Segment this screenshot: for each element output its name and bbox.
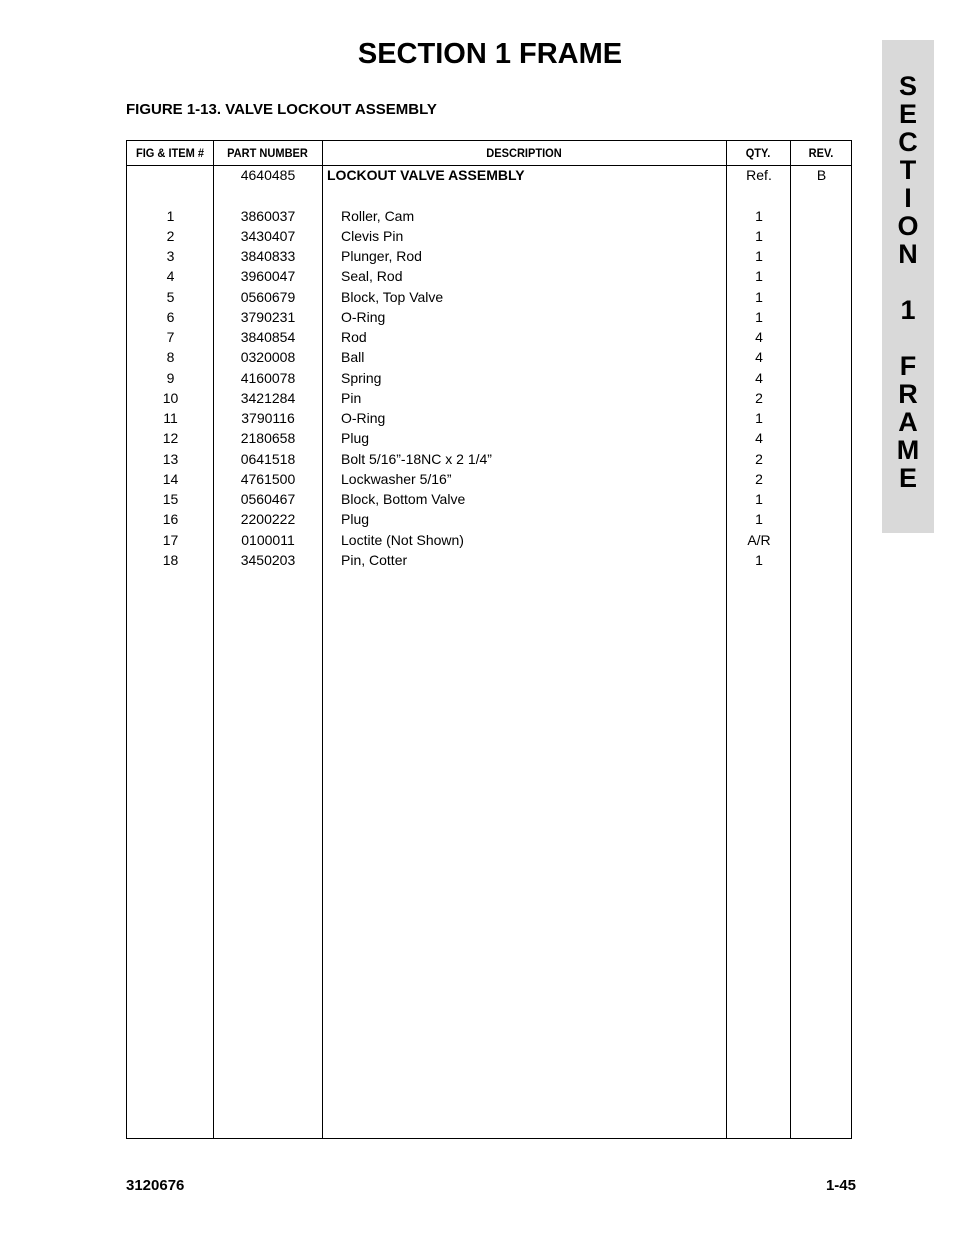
side-tab-letters (882, 72, 934, 492)
item-number: 5 (166, 288, 175, 305)
side-tab-letter: R (898, 379, 918, 409)
quantity: 2 (755, 389, 763, 406)
part-number: 4640485 (240, 167, 296, 183)
quantity: 2 (755, 450, 763, 467)
part-number: 3450203 (240, 551, 296, 568)
quantity: 1 (755, 511, 763, 528)
item-number: 1 (166, 207, 175, 224)
quantity: 2 (755, 470, 763, 487)
item-number: 16 (162, 511, 179, 528)
item-number: 2 (166, 227, 175, 244)
part-number: 4160078 (240, 369, 296, 386)
part-number: 4761500 (240, 470, 296, 487)
part-number: 3430407 (240, 227, 296, 244)
item-number: 11 (163, 410, 178, 426)
side-tab-letter: E (898, 463, 917, 493)
quantity: Ref. (746, 167, 772, 183)
description: Pin (341, 389, 362, 406)
quantity: 1 (755, 551, 763, 568)
side-tab-letter: N (898, 239, 918, 269)
side-tab-letter: F (899, 351, 917, 381)
part-number: 0320008 (240, 349, 296, 366)
description: Block, Top Valve (341, 288, 444, 305)
description: Block, Bottom Valve (341, 491, 466, 507)
table-row (127, 469, 851, 489)
table-row (127, 206, 851, 226)
side-tab-letter: O (897, 211, 919, 241)
quantity: A/R (747, 531, 771, 548)
table-row (127, 347, 851, 367)
description: Pin, Cotter (341, 551, 408, 568)
header-item: FIG & ITEM # (135, 146, 205, 160)
description: O-Ring (341, 308, 386, 325)
description: Seal, Rod (341, 268, 403, 285)
side-tab-letter: A (898, 407, 918, 437)
side-tab-letter: S (898, 71, 917, 101)
description: Roller, Cam (341, 207, 415, 224)
table-row (127, 428, 851, 448)
description: Spring (341, 369, 382, 386)
description: LOCKOUT VALVE ASSEMBLY (327, 167, 525, 183)
side-tab-letter: C (898, 127, 918, 157)
side-tab-letter: T (899, 155, 917, 185)
item-number: 3 (166, 248, 175, 264)
item-number: 4 (166, 268, 175, 285)
quantity: 4 (755, 369, 763, 386)
assembly-row (127, 165, 851, 185)
part-number: 3960047 (240, 268, 296, 285)
quantity: 4 (755, 329, 763, 345)
quantity: 1 (755, 288, 763, 305)
part-number: 2200222 (240, 511, 296, 528)
header-rev: REV. (808, 146, 834, 160)
part-number: 3840833 (240, 248, 296, 264)
table-row (127, 368, 851, 388)
quantity: 1 (755, 491, 763, 507)
quantity: 1 (755, 227, 763, 244)
item-number: 14 (162, 470, 179, 487)
quantity: 1 (755, 308, 763, 325)
description: Rod (341, 329, 367, 345)
description: Plunger, Rod (341, 248, 422, 264)
side-tab-letter: I (904, 183, 912, 213)
item-number: 15 (162, 491, 179, 507)
part-number: 0641518 (240, 450, 296, 467)
revision: B (816, 167, 827, 183)
description: Ball (341, 349, 365, 366)
item-number: 8 (166, 349, 175, 366)
quantity: 1 (755, 248, 763, 264)
page-number: 1-45 (825, 1177, 856, 1194)
part-number: 0560679 (240, 288, 296, 305)
side-tab-letter: 1 (900, 295, 916, 325)
page-title: SECTION 1 FRAME (357, 38, 623, 70)
table-row (127, 489, 851, 509)
table-row (127, 246, 851, 266)
header-part-number: PART NUMBER (227, 146, 308, 160)
item-number: 6 (166, 308, 175, 325)
table-row (127, 449, 851, 469)
table-body (127, 165, 851, 570)
table-row (127, 388, 851, 408)
description: Plug (341, 430, 370, 447)
description: O-Ring (341, 410, 386, 426)
item-number: 10 (162, 389, 179, 406)
part-number: 0560467 (240, 491, 296, 507)
item-number: 17 (162, 531, 179, 548)
item-number: 18 (162, 551, 179, 568)
table-row (127, 550, 851, 570)
quantity: 1 (755, 268, 763, 285)
table-row (127, 266, 851, 286)
table-row (127, 226, 851, 246)
header-qty: QTY. (745, 146, 771, 160)
figure-title: FIGURE 1-13. VALVE LOCKOUT ASSEMBLY (126, 101, 437, 118)
header-description: DESCRIPTION (486, 146, 562, 160)
part-number: 2180658 (240, 430, 296, 447)
part-number: 0100011 (241, 531, 295, 548)
table-row (127, 307, 851, 327)
quantity: 4 (755, 430, 763, 447)
section-side-tab (882, 40, 934, 533)
table-row (127, 287, 851, 307)
side-tab-letter: E (898, 99, 917, 129)
part-number: 3840854 (240, 329, 296, 345)
table-row (127, 327, 851, 347)
quantity: 1 (755, 207, 763, 224)
part-number: 3790231 (240, 308, 296, 325)
description: Clevis Pin (341, 227, 404, 244)
description: Bolt 5/16”-18NC x 2 1/4” (341, 450, 492, 467)
table-row (127, 408, 851, 428)
parts-table (126, 140, 852, 1139)
item-number: 13 (162, 450, 179, 467)
doc-number: 3120676 (126, 1177, 185, 1194)
quantity: 1 (755, 410, 763, 426)
side-tab-letter: M (896, 435, 920, 465)
description: Lockwasher 5/16” (341, 470, 452, 487)
item-number: 12 (162, 430, 179, 447)
part-number: 3790116 (241, 410, 295, 426)
description: Plug (341, 511, 370, 528)
item-number: 7 (166, 329, 175, 345)
description: Loctite (Not Shown) (341, 531, 464, 548)
item-number: 9 (166, 369, 175, 386)
table-row (127, 509, 851, 529)
row-spacer (127, 185, 851, 205)
table-row (127, 530, 851, 550)
part-rows (127, 206, 851, 571)
part-number: 3860037 (240, 207, 296, 224)
quantity: 4 (755, 349, 763, 366)
part-number: 3421284 (240, 389, 296, 406)
